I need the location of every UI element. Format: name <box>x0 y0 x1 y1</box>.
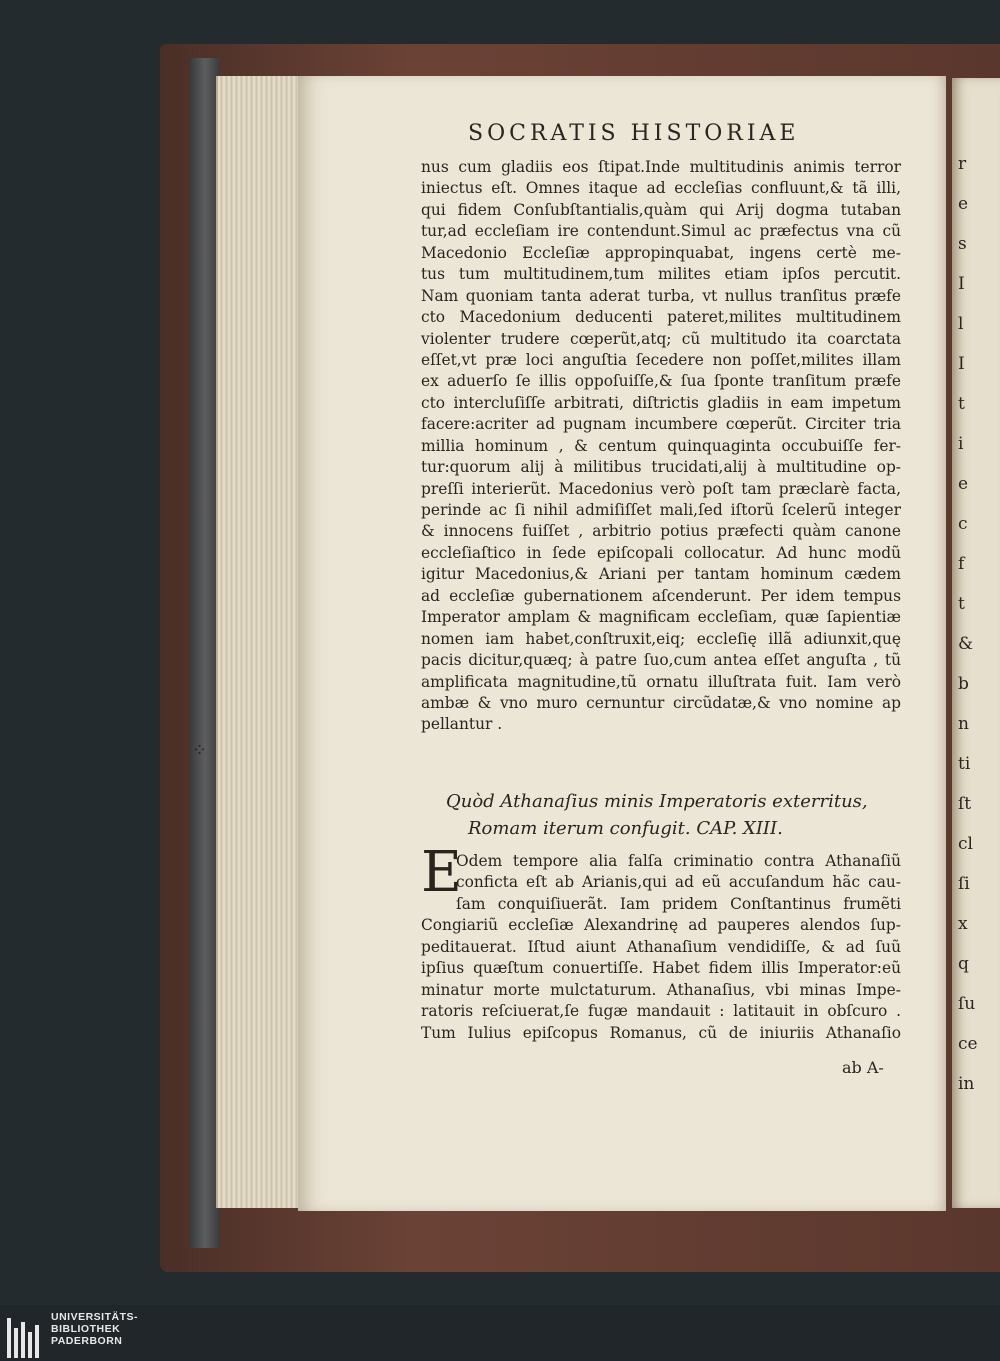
text-line: Imperator amplam & magnificam eccleſiam, quæ ſapientiæ <box>421 608 901 627</box>
chapter-title <box>446 788 906 842</box>
facing-page-fragment: cl <box>958 834 973 854</box>
text-line: Odem tempore alia falſa criminatio contra Athanaſiũ <box>456 852 901 870</box>
text-line: igitur Macedonius,& Ariani per tantam hominum cædem <box>421 565 901 584</box>
facing-page-fragment: ti <box>958 754 971 774</box>
library-logo-icon <box>7 1314 47 1358</box>
text-line: peditauerat. Iſtud aiunt Athanaſium vendidiſſe, & ad ſuũ <box>421 937 901 956</box>
facing-page-fragment: c <box>958 514 968 534</box>
chapter-title-line: Romam iterum confugit. CAP. XIII. <box>468 818 783 839</box>
facing-page-fragment: ce <box>958 1034 978 1054</box>
logo-line: BIBLIOTHEK <box>51 1323 121 1335</box>
library-logo-text <box>51 1311 138 1347</box>
facing-page-fragment: ſu <box>958 994 976 1014</box>
page-edges <box>216 76 302 1208</box>
text-line: qui fidem Conſubſtantialis,quàm qui Arij dogma tutaban <box>421 200 901 219</box>
facing-page-fragment: n <box>958 714 969 734</box>
facing-page-fragment: s <box>958 234 967 254</box>
catchword: ab A- <box>842 1058 884 1077</box>
facing-page-fragment: q <box>958 954 969 974</box>
chapter-text <box>421 851 901 1044</box>
text-line: cto intercluſiſſe arbitrati, diſtrictis gladiis in eam impetum <box>421 393 901 412</box>
facing-page-fragment: b <box>958 674 969 694</box>
text-line: perinde ac ſi nihil admiſiſſet mali,ſed iſtorũ ſcelerũ integer <box>421 501 901 519</box>
facing-page-fragment: x <box>958 914 968 934</box>
text-line: ad eccleſiæ gubernationem aſcenderunt. Per idem tempus <box>421 586 901 605</box>
footer-bar <box>0 1305 1000 1361</box>
running-head: SOCRATIS HISTORIAE <box>468 121 800 146</box>
text-line: tus tum multitudinem,tum milites etiam ipſos percutit. <box>421 265 901 284</box>
text-line: nus cum gladiis eos ſtipat.Inde multitudinis animis terror <box>421 158 901 176</box>
text-line: cto Macedonium deducenti pateret,milites multitudinem <box>421 308 901 327</box>
facing-page-fragment: i <box>958 434 964 454</box>
text-line: eſſet,vt præ loci anguſtia ſecedere non poſſet,milites illam <box>421 350 901 369</box>
facing-page-fragment: in <box>958 1074 975 1094</box>
facing-page-fragment: f <box>958 554 965 574</box>
facing-page-fragment: & <box>958 634 974 654</box>
clasp-ornament-icon: ⁘ <box>192 740 208 761</box>
text-line: iniectus eſt. Omnes itaque ad eccleſias confluunt,& tã illi, <box>421 179 901 198</box>
text-line: preſſi interierũt. Macedonius verò poſt tam præclarè facta, <box>421 479 901 498</box>
logo-line: UNIVERSITÄTS- <box>51 1311 139 1323</box>
facing-page-fragment: ſt <box>958 794 972 814</box>
chapter-title-line: Quòd Athanaſius minis Imperatoris exterritus, <box>446 791 868 812</box>
text-line: Congiariũ eccleſiæ Alexandrinę ad pauperes alendos ſup- <box>421 916 901 935</box>
text-line: tur,ad eccleſiam ire contendunt.Simul ac præfectus vna cũ <box>421 222 901 241</box>
facing-page-fragment: e <box>958 474 969 494</box>
text-line: & innocens fuiſſet , arbitrio potius præfecti quàm canone <box>421 522 901 541</box>
facing-page-fragment: ſi <box>958 874 970 894</box>
facing-page-fragment: I <box>958 274 965 294</box>
facing-page-fragment: r <box>958 154 967 174</box>
facing-page-fragment: t <box>958 594 965 614</box>
facing-page-fragment: e <box>958 194 969 214</box>
text-line: tur:quorum alij à militibus trucidati,alij à multitudine op- <box>421 458 901 477</box>
text-line: Nam quoniam tanta aderat turba, vt nullus tranſitus præfe <box>421 286 901 305</box>
text-line: violenter trudere cœperũt,atq; cũ multitudo ita coarctata <box>421 329 901 348</box>
facing-page-fragment: I <box>958 354 965 374</box>
text-line: amplificata magnitudine,tũ ornatu illuſtrata fuit. Iam verò <box>421 672 901 691</box>
facing-page-fragment: l <box>958 314 964 334</box>
text-line: facere:acriter ad pugnam incumbere cœperũt. Circiter tria <box>421 415 901 434</box>
logo-line: PADERBORN <box>51 1335 123 1347</box>
text-line: nomen iam habet,conſtruxit,eiq; eccleſię illã adiunxit,quę <box>421 629 901 648</box>
text-line: Macedonio Eccleſiæ appropinquabat, ingens certè me- <box>421 243 901 262</box>
text-line: ipſius quæſtum conuertiſſe. Habet fidem illis Imperator:eũ <box>421 959 901 978</box>
text-line: ex aduerſo ſe illis oppoſuiſſe,& ſua ſponte tranſitum præfe <box>421 372 901 391</box>
text-line: minatur morte mulctaturum. Athanaſius, vbi minas Impe- <box>421 980 901 999</box>
text-line: ambæ & vno muro cernuntur circũdatæ,& vno nomine ap <box>421 693 901 712</box>
body-text <box>421 157 901 736</box>
text-line: Tum Iulius epiſcopus Romanus, cũ de iniuriis Athanaſio <box>421 1023 901 1042</box>
text-line: pacis dicitur,quæq; à patre ſuo,cum antea eſſet anguſta , tũ <box>421 651 901 670</box>
facing-page <box>952 78 1000 1208</box>
drop-capital: E <box>421 840 462 905</box>
text-line: millia hominum , & centum quinquaginta occubuiſſe fer- <box>421 436 901 455</box>
text-line: ratoris reſciuerat,ſe fugæ mandauit : latitauit in obſcuro . <box>421 1002 901 1021</box>
text-line: conficta eſt ab Arianis,qui ad eũ accuſandum hãc cau- <box>456 873 901 892</box>
facing-page-fragment: t <box>958 394 965 414</box>
text-line: eccleſiaſtico in ſede epiſcopali collocatur. Ad hunc modũ <box>421 543 901 562</box>
text-line: ſam conquiſiuerãt. Iam pridem Conſtantinus frumẽti <box>456 894 901 913</box>
text-line: pellantur . <box>421 715 503 734</box>
